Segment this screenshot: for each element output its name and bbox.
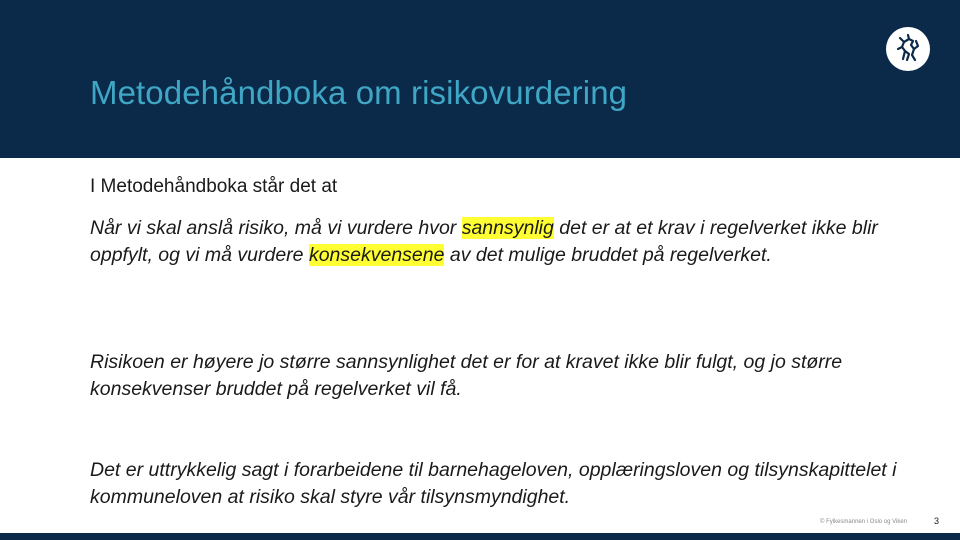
paragraph-3: Det er uttrykkelig sagt i forarbeidene til barnehageloven, opplæringsloven og tilsynskapittelet i kommuneloven at risiko skal styre vår tilsynsmyndighet. (90, 459, 897, 508)
slide-title: Metodehåndboka om risikovurdering (90, 74, 628, 111)
paragraph-2: Risikoen er høyere jo større sannsynlighet det er for at kravet ikke blir fulgt, og jo større konsekvenser bruddet på regelverket vil få. (90, 351, 843, 400)
paragraph-1 (90, 215, 910, 269)
footer-copyright: © Fylkesmannen i Oslo og Viken (820, 519, 908, 525)
page-number: 3 (934, 516, 940, 526)
paragraph-1-part-a: Når vi skal anslå risiko, må vi vurdere hvor (90, 217, 462, 239)
coat-of-arms-icon (885, 26, 931, 72)
header-bar (0, 0, 960, 158)
highlight-konsekvensene: konsekvensene (308, 244, 445, 266)
intro-text: I Metodehåndboka står det at (90, 176, 338, 197)
bottom-bar (0, 533, 960, 540)
paragraph-1-part-c: av det mulige bruddet på regelverket. (444, 244, 772, 266)
highlight-sannsynlig: sannsynlig (461, 217, 554, 239)
paragraph-1-part-b: det er at et krav i regelverket ikke blir oppfylt, og vi må vurdere (90, 217, 878, 266)
